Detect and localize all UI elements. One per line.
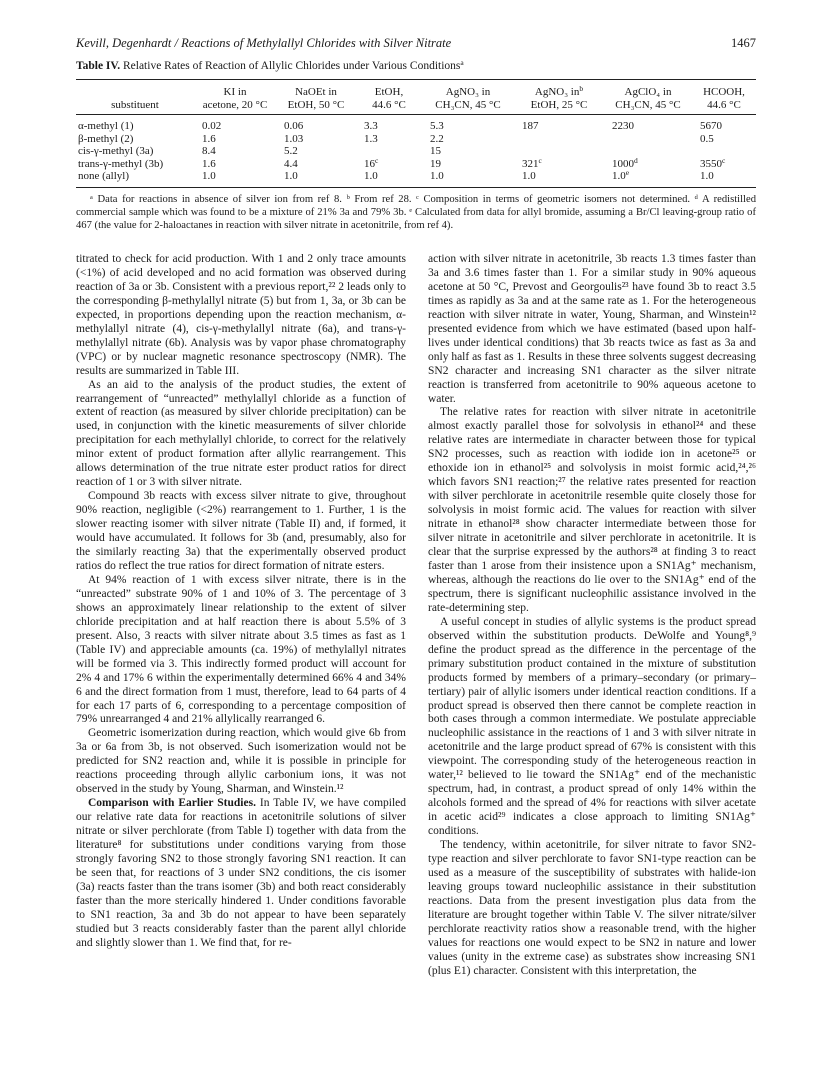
substituent-cell: cis-γ-methyl (3a) xyxy=(78,145,154,157)
value-cell: 2.2 xyxy=(430,132,444,145)
value-cell: 0.02 xyxy=(202,120,222,132)
paragraph: Geometric isomerization during reaction, which would give 6b from 3a or 6a from 3b, is not observed. Such isomerization would not be predicted for SN2 reaction and, while it is possible in principle for reactions proceeding through allylic carbonium ions, it was not observed in the study by Young, Sharman, and Winstein.¹² xyxy=(76,727,406,796)
value-cell: 5670 xyxy=(700,120,722,132)
paragraph: action with silver nitrate in acetonitrile, 3b reacts 1.3 times faster than 3a and 3.6 times faster than 1. For a similar study in 90% aqueous acetone at 50 °C, Prevost and Georgoulis²³ have found 3b to react 3.5 times as rapidly as 3a and at the same rate as 1. For the heterogeneous reaction with silver nitrate in water, Young, Sharman, and Winstein¹² presented evidence from which we have estimated (based upon half-lives under identical conditions) that 3b reacts twice as fast as 3a and only half as fast as 1. Results in these three solvents suggest decreasing SN2 character and increasing SN1 character as the silver nitrate reaction is transferred from acetonitrile to 90% aqueous acetone to water. xyxy=(428,253,756,405)
table-label: Table IV. xyxy=(76,60,121,72)
table-bottom-rule xyxy=(76,187,756,188)
value-cell: 5.2 xyxy=(284,145,298,157)
value-cell xyxy=(604,133,692,146)
substituent-cell: trans-γ-methyl (3b) xyxy=(78,157,164,170)
header-cell: NaOEt in EtOH, 50 °C xyxy=(287,86,345,111)
value-cell: 2230 xyxy=(612,120,634,132)
table-top-rule xyxy=(76,79,756,80)
header-cell: substituent xyxy=(111,98,159,111)
value-cell: 1.6 xyxy=(202,157,216,170)
value-cell: 187 xyxy=(522,120,539,132)
value-cell: 0.5 xyxy=(700,132,714,145)
table-caption-sup: a xyxy=(460,58,464,67)
value-cell: 3550$^c$ xyxy=(700,155,726,170)
paragraph: At 94% reaction of 1 with excess silver nitrate, there is in the “unreacted” substrate 90% of 1 and 10% of 3. The percentage of 3 shows an approximately linear relationship to the extent of silver chloride precipitation and at half reaction there is about 5.5% of 3 present. Also, 3 reacts with silver nitrate about 3.5 times as fast as 1 (Table IV) and appreciable amounts (ca. 19%) of methylallyl nitrates will be formed via 3. This indirectly formed product will account for 2% 4 and 17% 6 within the experimentally determined 66% 4 and 34% 6 and the direct formation from 1 must, therefore, lead to 64 parts of 4 for each 17 parts of 6, corresponding to a percentage composition of 79% unrearranged 4 and 21% allylically rearranged 6. xyxy=(76,573,406,726)
value-cell: 8.4 xyxy=(202,145,216,157)
value-cell: 19 xyxy=(430,157,441,170)
paragraph-text: In Table IV, we have compiled our relative rate data for reactions in acetonitrile solutions of silver nitrate or silver perchlorate (from Table I) together with data from the literature⁸ for substitutions under conditions varying from those strongly favoring SN2 to those strongly favoring SN1 reaction. It can be seen that, for reactions of 3 under SN2 conditions, the cis isomer (3a) reacts faster than the trans isomer (3b) and both react considerably faster than the more sterically hindered 1. Under conditions favorable to SN1 reaction, 3a and 3b do not appear to have been separately studied but 3 reacts considerably faster than the parent allyl chloride and slightly slower than 1. We find that, for re- xyxy=(76,797,407,949)
value-cell xyxy=(514,133,604,146)
table-row xyxy=(76,133,756,146)
header-cell: AgNO₃ in CH₃CN, 45 °C xyxy=(435,86,501,111)
value-cell: 1.0e xyxy=(612,168,630,182)
table-row xyxy=(76,145,756,158)
substituent-cell: β-methyl (2) xyxy=(78,132,134,145)
paragraph xyxy=(76,797,406,950)
table-row xyxy=(76,115,756,133)
value-cell: 321$^c$ xyxy=(522,155,542,170)
running-head-title: Kevill, Degenhardt / Reactions of Methylallyl Chlorides with Silver Nitrate xyxy=(76,36,452,50)
paragraph: titrated to check for acid production. With 1 and 2 only trace amounts (<1%) of acid developed and no acid formation was observed during reaction of 3a or 3b. Consistent with a previous report,²² 2 leads only to the corresponding β-methylallyl nitrate (5) but from 1, 3a, or 3b can be expected, in proportions depending upon the reaction mechanism, α-methylallyl nitrate (4), cis-γ-methylallyl nitrate (6a), and trans-γ-methylallyl nitrate (6b). Analysis was by vapor phase chromatography (VPC) or by nuclear magnetic resonance spectroscopy (NMR). The results are summarized in Table III. xyxy=(76,253,406,377)
paragraph: The tendency, within acetonitrile, for silver nitrate to favor SN2-type reaction and silver perchlorate to favor SN1-type reaction can be used as a measure of the susceptibility of substrates with halide-ion leaving groups toward nucleophilic assistance in their substitution reactions. Data from the present investigation plus data from the literature are brought together within Table V. The silver nitrate/silver perchlorate reactivity ratios show a reasonable trend, with the higher values for reactions one would expect to be SN2 in nature and lower values (unity in the extreme case) as substrates show increasing SN1 (plus E1) character. Consistent with this interpretation, the xyxy=(428,839,756,977)
value-cell: 1.0 xyxy=(430,170,444,182)
value-cell: 1.0 xyxy=(700,170,714,182)
value-cell: 16$^c$ xyxy=(364,155,379,170)
substituent-cell: none (allyl) xyxy=(78,170,130,182)
page-number: 1467 xyxy=(731,36,756,50)
substituent-cell: α-methyl (1) xyxy=(78,120,134,132)
header-cell: HCOOH, 44.6 °C xyxy=(703,86,745,111)
table-row xyxy=(76,170,756,187)
value-cell: 0.06 xyxy=(284,120,304,132)
header-cell: AgClO₄ in CH₃CN, 45 °C xyxy=(615,86,681,111)
value-cell: 1.0 xyxy=(202,170,216,182)
table-header-row xyxy=(76,84,756,115)
value-cell: 5.3 xyxy=(430,120,444,132)
table-caption-text: Relative Rates of Reaction of Allylic Chlorides under Various Conditions xyxy=(120,60,461,72)
section-heading: Comparison with Earlier Studies. xyxy=(88,797,256,810)
value-cell: 1000$^d$ xyxy=(612,155,638,170)
value-cell: 4.4 xyxy=(284,157,298,170)
value-cell: 1.0 xyxy=(364,170,378,182)
left-column xyxy=(76,253,406,951)
header-cell: EtOH, 44.6 °C xyxy=(372,86,406,111)
paragraph: As an aid to the analysis of the product studies, the extent of rearrangement of “unreacted” methylallyl chloride as a function of extent of reaction (as measured by silver chloride precipitation) can be used, in conjunction with the kinetic measurements of silver chloride precipitation for each methylallyl chloride, to correct for the relatively minor extent of product formation after allylic rearrangement. This allows determination of the true nitrate ester product ratios for direct reaction of 1 or 3 with silver nitrate. xyxy=(76,378,406,489)
paragraph: Compound 3b reacts with excess silver nitrate to give, throughout 90% reaction, negligible (<2%) rearrangement to 1. Further, 1 is the slower reacting isomer with silver nitrate (Table II) and, if formed, it would have accumulated. It follows for 3b (and, presumably, also for the similarly reacting 3a) that the experimentally observed product ratios do reflect the true ratios for direct formation of nitrate esters. xyxy=(76,490,406,572)
value-cell: 1.6 xyxy=(202,132,216,145)
paragraph: A useful concept in studies of allylic systems is the product spread observed within the substitution products. DeWolfe and Young⁸,⁹ define the product spread as the difference in the percentage of the primary substitution product contained in the mixture of substitution products formed by members of a primary–secondary (or primary–tertiary) pair of allylic isomers under identical reaction conditions. If a product spread is observed then there cannot be complete reaction in both cases through a common intermediate. We postulate appreciable nucleophilic assistance in the reactions of 1 and 3 with silver nitrate in acetonitrile and the large product spread of 67% is consistent with this viewpoint. The corresponding study of the heterogeneous reaction in water,¹² believed to lie toward the SN1Ag⁺ end of the mechanistic spectrum, had, in contrast, a product spread of only 14% within the alcohols formed and the spread of 4% for reactions with silver acetate in acetic acid²⁹ indicates a close approach to limiting SN1Ag⁺ conditions. xyxy=(428,615,756,838)
value-cell: 1.03 xyxy=(284,132,304,145)
paragraph: The relative rates for reaction with silver nitrate in acetonitrile almost exactly parallel those for solvolysis in ethanol²⁴ and these relative rates are intermediate in character between those for typical SN2 processes, such as reaction with iodide ion in acetone²⁵ or ethoxide ion in ethanol²⁵ and solvolysis in moist formic acid,²⁴,²⁶ which favors SN1 reaction;²⁷ the relative rates presented for reaction with silver perchlorate in acetonitrile resemble quite closely those for solvolysis in moist formic acid. The values for reaction with silver nitrate in ethanol²⁸ show character intermediate between those for silver nitrate in acetonitrile and silver perchlorate in acetonitrile. It is clear that the surprise expressed by the authors²⁸ at finding 3 to react faster than 1 arose from their insistence upon a SN1Ag⁺ mechanism, whereas, although the reactions do lie over to the SN1Ag⁺ end of the spectrum, there is significant nucleophilic assistance involved in the rate-determining step. xyxy=(428,406,756,614)
header-cell: AgNO₃ $in^b$ EtOH, 25 °C xyxy=(530,84,588,111)
header-cell: KI in acetone, 20 °C xyxy=(202,86,268,111)
value-cell: 3.3 xyxy=(364,120,378,132)
value-cell: 1.0 xyxy=(522,170,536,182)
value-cell: 1.0 xyxy=(284,170,298,182)
value-cell: 1.3 xyxy=(364,132,378,145)
relative-rates-table xyxy=(76,84,756,187)
running-head xyxy=(76,36,756,54)
table-row xyxy=(76,158,756,171)
value-cell: 15 xyxy=(430,145,441,157)
value-cell xyxy=(604,145,692,158)
right-column xyxy=(428,253,756,979)
value-cell xyxy=(514,145,604,158)
value-cell xyxy=(356,145,422,158)
table-footnote: ᵃ Data for reactions in absence of silver ion from ref 8. ᵇ From ref 28. ᶜ Composition in terms of geometric isomers not determined. ᵈ A redistilled commercial sample which was found to be a mixture of 21% 3a and 79% 3b. ᵉ Calculated from data for allyl bromide, assuming a Br/Cl leaving-group ratio of 467 (the value for 2-haloactanes in reaction with silver nitrate in acetonitrile, from ref 4). xyxy=(76,194,756,231)
table-caption xyxy=(76,60,756,72)
